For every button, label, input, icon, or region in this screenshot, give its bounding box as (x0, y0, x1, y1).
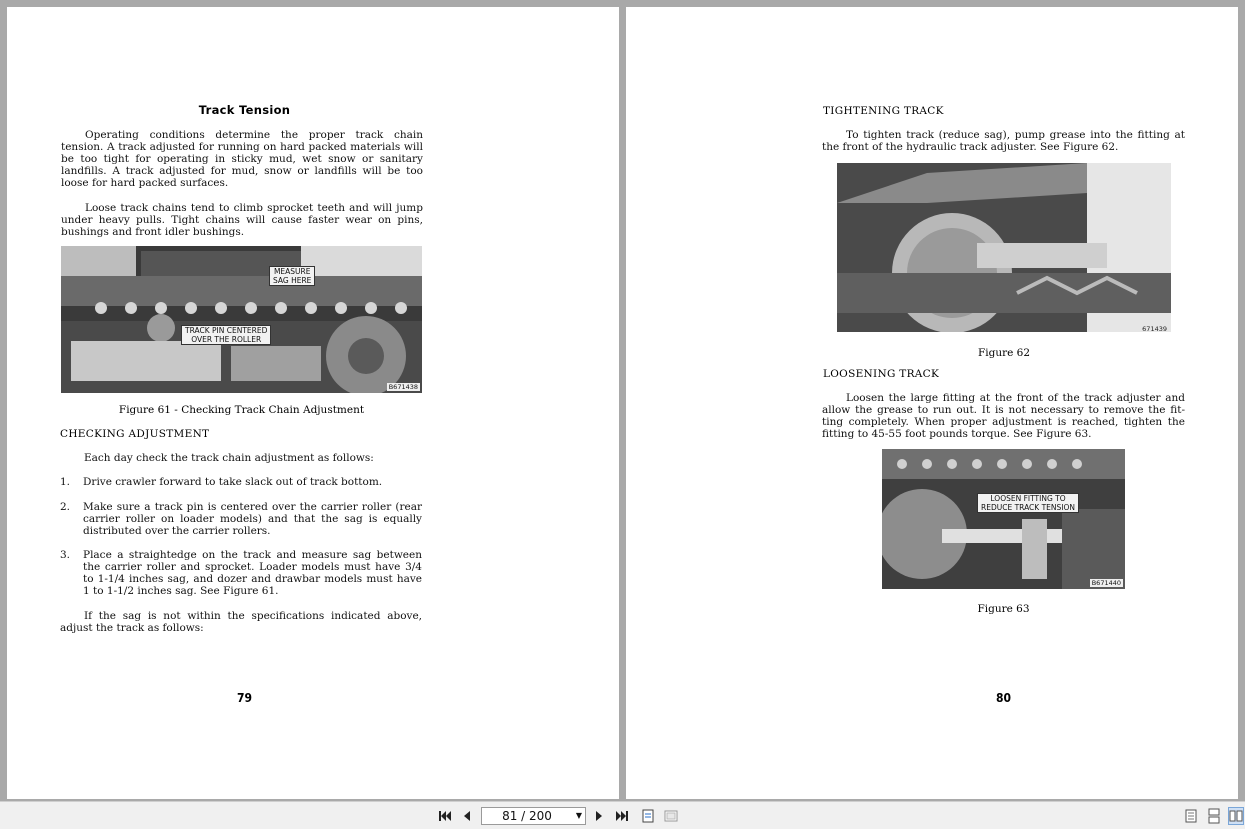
callout-line: MEASURE (273, 267, 311, 276)
callout-line: TRACK PIN CENTERED (185, 326, 268, 335)
list-item (60, 549, 422, 597)
fit-width-button[interactable] (662, 807, 680, 825)
left-page (7, 7, 619, 799)
callout-line: LOOSEN FITTING TO (990, 494, 1066, 503)
page-number: 80 (995, 691, 1012, 705)
list-text: Make sure a track pin is centered over the carrier roller (rear carrier roller on loader models) and that the sag is equally distributed over the carrier rollers. (83, 501, 422, 537)
intro-text: Each day check the track chain adjustment as follows: (84, 452, 374, 464)
section-heading-tightening: TIGHTENING TRACK (823, 105, 944, 117)
continuous-view-button[interactable] (1206, 807, 1222, 825)
right-page (626, 7, 1238, 799)
figure-62-caption: Figure 62 (977, 347, 1031, 359)
prev-page-button[interactable] (460, 807, 474, 825)
callout-line: REDUCE TRACK TENSION (981, 503, 1076, 512)
photo-id: B671438 (388, 383, 418, 391)
continuous-page-icon (1208, 808, 1220, 824)
callout-track-pin (181, 325, 271, 345)
fit-page-button[interactable] (639, 807, 657, 825)
paragraph-loosening: Loosen the large fitting at the front of the track adjuster and allow the grease to run out. It is not necessary to remove the fit-ting completely. When proper adjustment is reached, tighten the fitting to 45-55 foot pounds torque. See Figure 63. (822, 392, 1185, 440)
list-number: 1. (60, 476, 71, 488)
figure-61-caption: Figure 61 - Checking Track Chain Adjustment (118, 404, 365, 416)
list-number: 3. (60, 549, 71, 561)
adjuster-photo-illustration (837, 163, 1171, 332)
callout-line: SAG HERE (273, 276, 312, 285)
viewer-toolbar (0, 801, 1245, 829)
photo-id: 671439 (1142, 325, 1167, 332)
fit-width-icon (663, 808, 679, 824)
chevron-down-icon: ▼ (575, 811, 582, 820)
list-text: Drive crawler forward to take slack out of track bottom. (83, 476, 383, 488)
last-page-icon (615, 810, 629, 822)
figure-63-photo (882, 449, 1125, 589)
callout-measure-sag (269, 266, 315, 286)
section-heading-loosening: LOOSENING TRACK (823, 368, 940, 380)
last-page-button[interactable] (614, 807, 630, 825)
first-page-button[interactable] (437, 807, 453, 825)
fitting-photo-illustration (882, 449, 1125, 589)
figure-63-caption: Figure 63 (977, 603, 1030, 615)
page-indicator: 81 / 200 (502, 809, 552, 823)
fit-page-icon (640, 808, 656, 824)
single-page-icon (1185, 809, 1197, 823)
list-item (60, 501, 422, 537)
first-page-icon (438, 810, 452, 822)
list-text: Place a straightedge on the track and measure sag between the carrier roller and sprocket. Loader models must have 3/4 to 1-1/4 inches sag, and dozer and drawbar models must have 1 to 1-1/2 inches sag. See Figure 61. (83, 549, 422, 597)
closing-text: If the sag is not within the specifications indicated above, adjust the track as follows: (60, 610, 422, 634)
callout-line: OVER THE ROLLER (191, 335, 262, 344)
page-number: 79 (236, 691, 253, 705)
page-title: Track Tension (198, 103, 291, 117)
next-page-icon (595, 810, 603, 822)
two-page-icon (1229, 810, 1243, 822)
list-number: 2. (60, 501, 71, 513)
figure-62-photo (837, 163, 1171, 332)
paragraph-tension: Operating conditions determine the proper track chain tension. A track adjusted for running on hard packed materials will be too tight for operating in sticky mud, wet snow or sanitary landfills. A track adjusted for mud, snow or landfills will be too loose for hard packed surfaces. (61, 129, 423, 189)
paragraph-tightening: To tighten track (reduce sag), pump grease into the fitting at the front of the hydraulic track adjuster. See Figure 62. (822, 129, 1185, 153)
list-item (60, 476, 422, 488)
callout-loosen-fitting (977, 493, 1079, 513)
paragraph-loose-chains: Loose track chains tend to climb sprocket teeth and will jump under heavy pulls. Tight chains will cause faster wear on pins, bushings and front idler bushings. (61, 202, 423, 238)
two-page-view-button[interactable] (1228, 807, 1244, 825)
figure-61-photo (61, 246, 422, 393)
single-page-view-button[interactable] (1183, 807, 1199, 825)
track-photo-illustration (61, 246, 422, 393)
next-page-button[interactable] (592, 807, 606, 825)
section-heading-checking: CHECKING ADJUSTMENT (60, 428, 210, 440)
page-number-select[interactable] (481, 807, 586, 825)
prev-page-icon (463, 810, 471, 822)
photo-id: B671440 (1091, 579, 1121, 587)
